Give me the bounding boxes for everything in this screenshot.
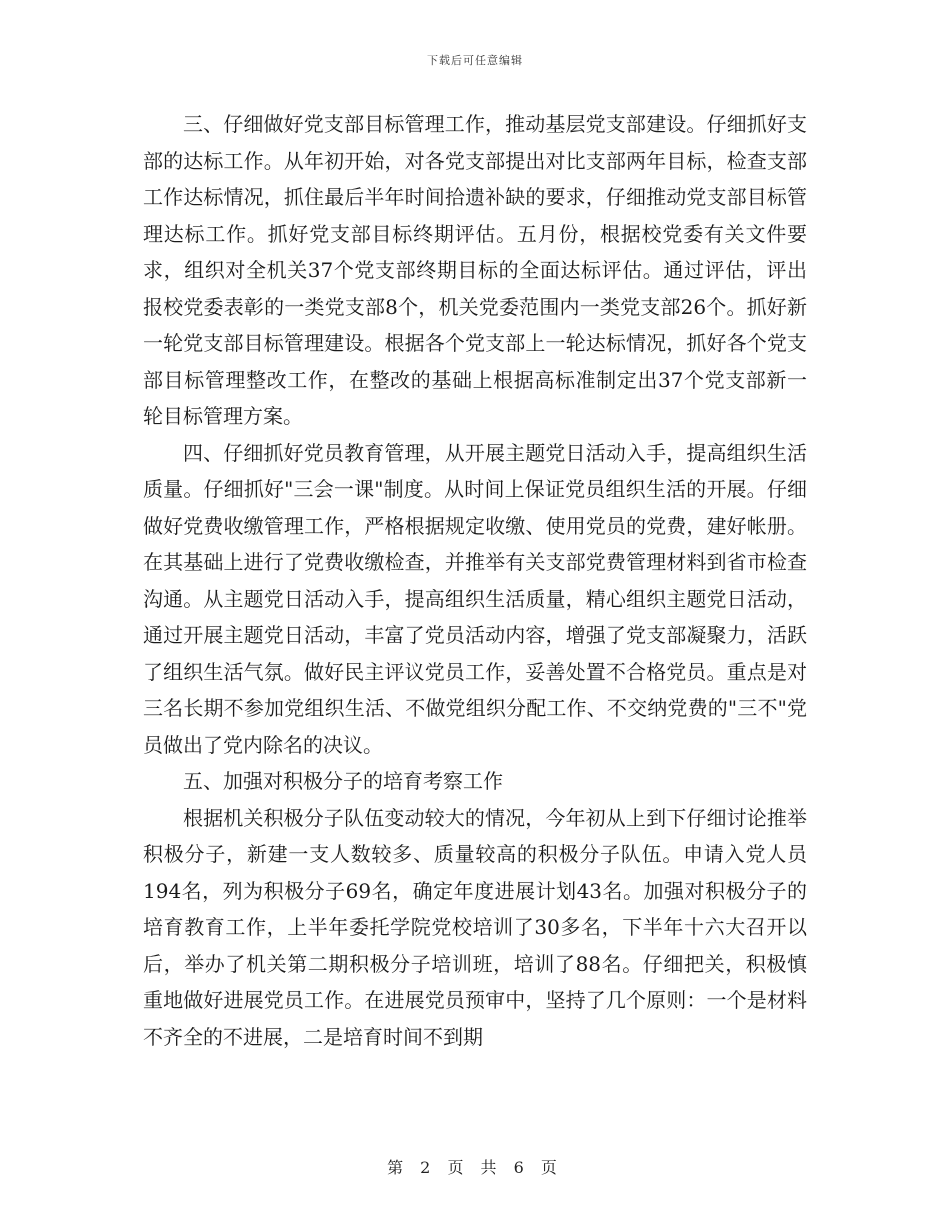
page-header: 下载后可任意编辑 (427, 54, 523, 67)
paragraph-section-four: 四、仔细抓好党员教育管理，从开展主题党日活动入手，提高组织生活质量。仔细抓好"三会一课"制度。从时间上保证党员组织生活的开展。仔细做好党费收缴管理工作，严格根据规定收缴、使用党员的党费，建好帐册。在其基础上进行了党费收缴检查，并推举有关支部党费管理材料到省市检查沟通。从主题党日活动入手，提高组织生活质量，精心组织主题党日活动，通过开展主题党日活动，丰富了党员活动内容，增强了党支部凝聚力，活跃了组织生活气氛。做好民主评议党员工作，妥善处置不合格党员。重点是对三名长期不参加党组织生活、不做党组织分配工作、不交纳党费的"三不"党员做出了党内除名的决议。 (143, 440, 807, 757)
section-five-heading: 五、加强对积极分子的培育考察工作 (183, 769, 503, 793)
page-number: 第 2 页 共 6 页 (387, 1158, 563, 1177)
paragraph-section-three: 三、仔细做好党支部目标管理工作，推动基层党支部建设。仔细抓好支部的达标工作。从年初开始，对各党支部提出对比支部两年目标，检查支部工作达标情况，抓住最后半年时间拾遗补缺的要求，仔细推动党支部目标管理达标工作。抓好党支部目标终期评估。五月份，根据校党委有关文件要求，组织对全机关37个党支部终期目标的全面达标评估。通过评估，评出报校党委表彰的一类党支部8个，机关党委范围内一类党支部26个。抓好新一轮党支部目标管理建设。根据各个党支部上一轮达标情况，抓好各个党支部目标管理整改工作，在整改的基础上根据高标准制定出37个党支部新一轮目标管理方案。 (143, 112, 807, 428)
document-body (143, 106, 807, 1055)
paragraph-section-five: 根据机关积极分子队伍变动较大的情况，今年初从上到下仔细讨论推举积极分子，新建一支人数较多、质量较高的积极分子队伍。申请入党人员194名，列为积极分子69名，确定年度进展计划43名。加强对积极分子的培育教育工作，上半年委托学院党校培训了30多名，下半年十六大召开以后，举办了机关第二期积极分子培训班，培训了88名。仔细把关，积极慎重地做好进展党员工作。在进展党员预审中，坚持了几个原则：一个是材料不齐全的不进展，二是培育时间不到期 (143, 805, 807, 1049)
